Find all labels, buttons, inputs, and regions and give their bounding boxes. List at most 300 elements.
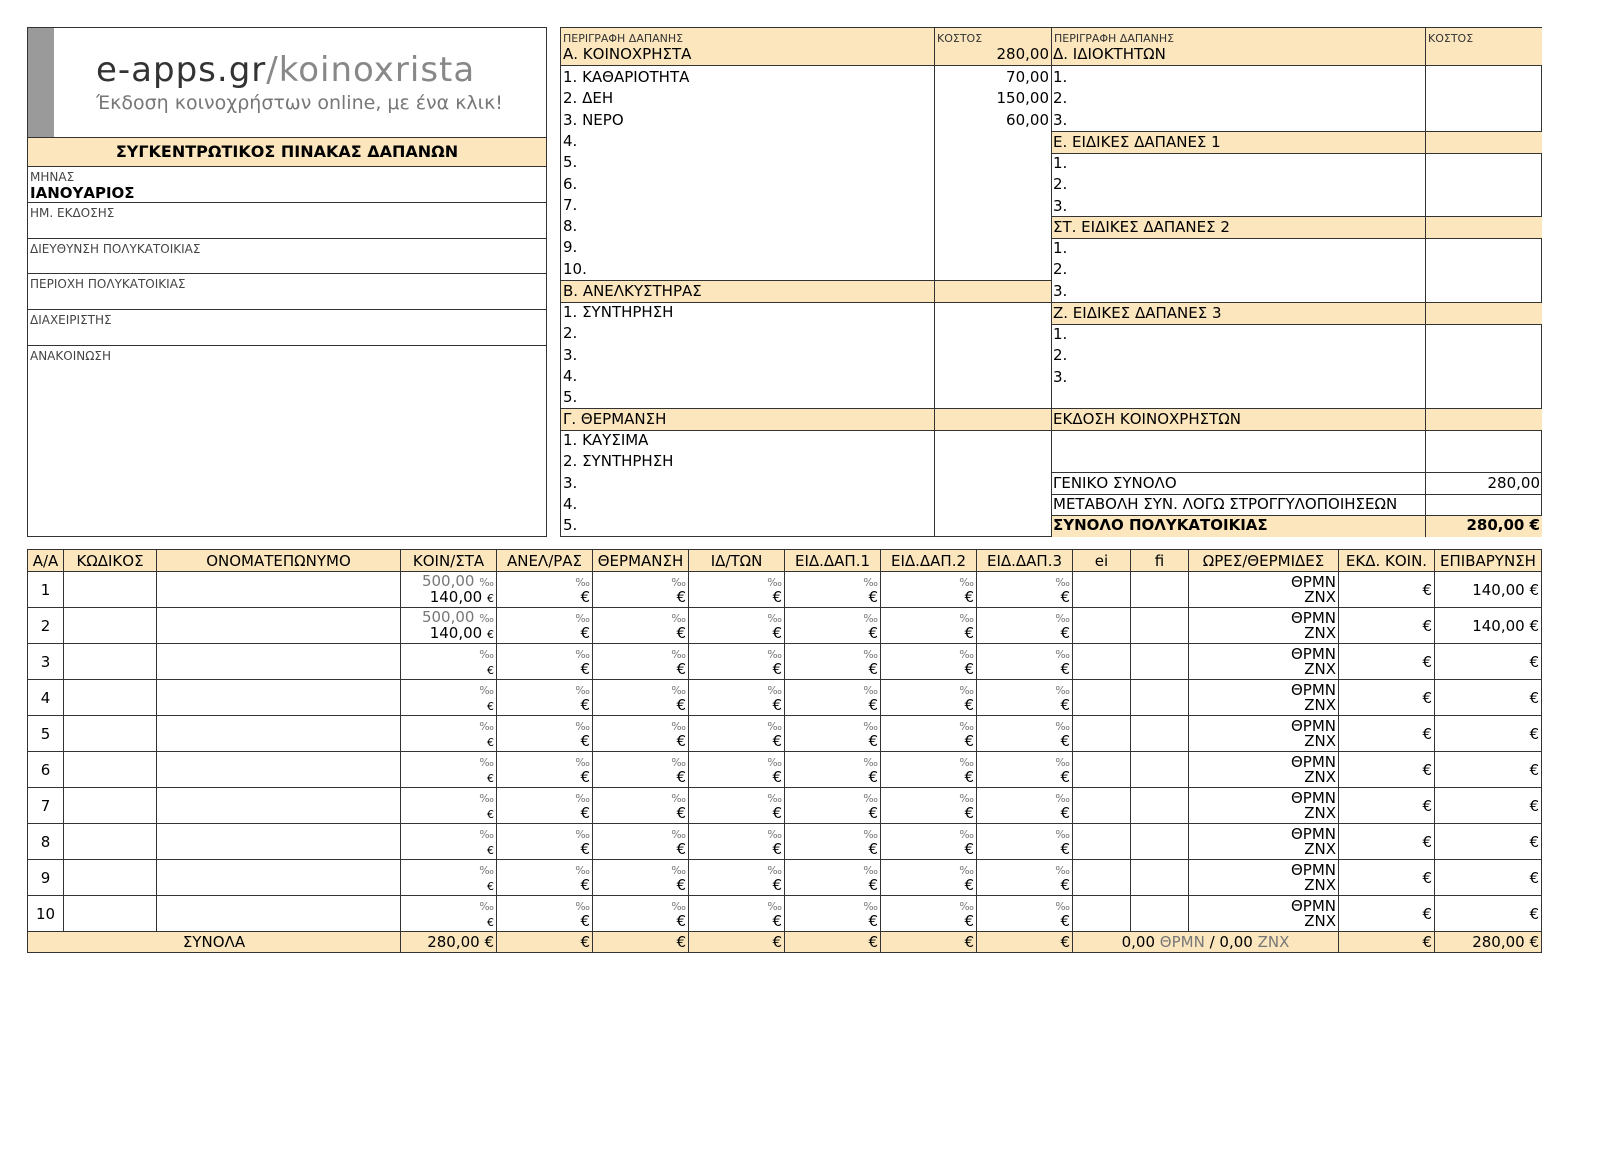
permille-symbol: ‰ [479,611,494,625]
special2-share-cell[interactable] [881,860,977,896]
special1-share-cell[interactable] [785,716,881,752]
ei-cell[interactable] [1073,572,1131,608]
common-eur-value: 140,00 [429,587,483,606]
common-eur-line [403,662,494,678]
special1-share-cell[interactable] [785,896,881,932]
owners-share-cell[interactable] [689,752,785,788]
name-cell[interactable] [157,896,401,932]
code-cell[interactable] [64,680,157,716]
euro-symbol: € [772,911,782,930]
special3-share-cell[interactable] [977,572,1073,608]
elevator-share-cell[interactable] [497,824,593,860]
permille-symbol: ‰ [959,899,974,913]
building-total-value: 280,00 € [1466,516,1540,534]
heating-share-cell[interactable] [593,752,689,788]
code-cell[interactable] [64,860,157,896]
euro-symbol: € [487,735,494,749]
charge-cell: € [1435,896,1542,932]
euro-symbol: € [964,623,974,642]
common-share-cell[interactable] [401,572,497,608]
column-header: ΕΚΔ. ΚΟΙΝ. [1339,550,1435,572]
name-cell[interactable] [157,572,401,608]
hours-cell[interactable] [1189,788,1339,824]
special1-share-cell[interactable] [785,644,881,680]
hours-top-label: ΘΡΜΝ [1290,608,1336,627]
common-share-cell[interactable] [401,788,497,824]
hours-cell[interactable] [1189,896,1339,932]
euro-symbol: € [868,623,878,642]
divider-right-cost [1425,28,1426,537]
table-body [28,572,1542,953]
common-share-cell[interactable] [401,860,497,896]
permille-symbol: ‰ [575,863,590,877]
issue-cell[interactable] [1339,608,1435,644]
permille-symbol: ‰ [575,683,590,697]
section-b-title: Β. ΑΝΕΛΚΥΣΤΗΡΑΣ [563,282,702,300]
common-share-cell[interactable] [401,644,497,680]
heating-share-cell[interactable] [593,572,689,608]
hours-top-label: ΘΡΜΝ [1290,896,1336,915]
rule-header [561,65,1542,66]
hours-bottom-label: ΖΝΧ [1304,587,1336,606]
name-cell[interactable] [157,644,401,680]
expense-item: 3. [563,345,578,364]
special2-share-cell[interactable] [881,716,977,752]
owners-share-cell[interactable] [689,788,785,824]
common-share-cell[interactable] [401,680,497,716]
special2-share-cell[interactable] [881,608,977,644]
permille-symbol: ‰ [959,863,974,877]
special1-share-cell[interactable] [785,860,881,896]
hours-cell[interactable] [1189,860,1339,896]
column-header: ΚΩΔΙΚΟΣ [64,550,157,572]
owners-share-cell[interactable] [689,716,785,752]
hours-cell[interactable] [1189,752,1339,788]
issue-cell[interactable] [1339,644,1435,680]
column-header: fi [1131,550,1189,572]
permille-symbol: ‰ [479,647,494,661]
euro-symbol: € [487,591,494,605]
common-pct-line [403,826,494,842]
euro-symbol: € [772,803,782,822]
issue-date-row[interactable] [28,203,546,239]
euro-symbol: € [676,803,686,822]
euro-symbol: € [964,659,974,678]
special3-share-cell[interactable] [977,896,1073,932]
special2-share-cell[interactable] [881,824,977,860]
elevator-share-cell[interactable] [497,752,593,788]
owners-share-cell[interactable] [689,644,785,680]
expense-item: 2. [1053,346,1068,365]
code-cell[interactable] [64,788,157,824]
euro-symbol: € [676,767,686,786]
expense-item: 2. [1053,260,1068,279]
fi-cell[interactable] [1131,752,1189,788]
manager-label: ΔΙΑΧΕΙΡΙΣΤΗΣ [30,313,112,327]
common-share-cell[interactable] [401,896,497,932]
elevator-share-cell[interactable] [497,680,593,716]
name-cell[interactable] [157,824,401,860]
heating-share-cell[interactable] [593,680,689,716]
elevator-share-cell[interactable] [497,644,593,680]
issue-cell[interactable] [1339,788,1435,824]
permille-symbol: ‰ [863,863,878,877]
expense-item: 3. ΝΕΡΟ [563,110,624,129]
code-cell[interactable] [64,752,157,788]
elevator-share-cell[interactable] [497,608,593,644]
hours-total-b: 0,00 [1219,933,1253,951]
fi-cell[interactable] [1131,716,1189,752]
expense-item: 3. [1053,281,1068,300]
ei-cell[interactable] [1073,896,1131,932]
euro-symbol: € [1060,875,1070,894]
ei-cell[interactable] [1073,608,1131,644]
expense-item: 1. [1053,68,1068,86]
hours-bottom-label: ΖΝΧ [1304,767,1336,786]
expense-item: 1. [1053,239,1068,257]
common-eur-line [403,698,494,714]
owners-share-cell[interactable] [689,572,785,608]
hours-cell[interactable] [1189,824,1339,860]
fi-cell[interactable] [1131,824,1189,860]
special3-share-cell[interactable] [977,680,1073,716]
hours-total-a: 0,00 [1121,933,1155,951]
charge-cell: € [1435,680,1542,716]
expense-item: 5. [563,516,578,535]
charge-cell: € [1435,824,1542,860]
hours-cell[interactable] [1189,572,1339,608]
heating-share-cell[interactable] [593,788,689,824]
euro-symbol: € [1422,868,1432,887]
special2-share-cell[interactable] [881,896,977,932]
common-pct-line [403,790,494,806]
issue-cell[interactable] [1339,860,1435,896]
fi-cell[interactable] [1131,896,1189,932]
ei-cell[interactable] [1073,644,1131,680]
row-number: 10 [28,896,64,932]
logo-main-text: e-apps.gr [96,50,267,90]
expense-item: 8. [563,217,578,236]
fi-cell[interactable] [1131,788,1189,824]
owners-share-cell[interactable] [689,824,785,860]
special3-share-cell[interactable] [977,716,1073,752]
fi-cell[interactable] [1131,608,1189,644]
totals-label: ΣΥΝΟΛΑ [28,932,401,953]
hours-cell[interactable] [1189,716,1339,752]
expense-item: 1. [1053,154,1068,172]
euro-symbol: € [676,911,686,930]
hours-top-label: ΘΡΜΝ [1290,752,1336,771]
issue-cell[interactable] [1339,680,1435,716]
common-pct-value: 500,00 [421,607,475,626]
column-header: ei [1073,550,1131,572]
total-koin: 280,00 € [401,932,497,953]
permille-symbol: ‰ [863,827,878,841]
name-cell[interactable] [157,788,401,824]
special2-share-cell[interactable] [881,752,977,788]
euro-symbol: € [868,875,878,894]
apartment-table [27,549,1542,953]
heating-share-cell[interactable] [593,716,689,752]
owners-share-cell[interactable] [689,896,785,932]
row-number: 4 [28,680,64,716]
expense-item: 5. [563,388,578,407]
code-cell[interactable] [64,644,157,680]
permille-symbol: ‰ [479,575,494,589]
special1-share-cell[interactable] [785,824,881,860]
expense-item: 3. [563,473,578,492]
column-header: Α/Α [28,550,64,572]
special3-share-cell[interactable] [977,752,1073,788]
common-pct-line [403,718,494,734]
charge-cell: € [1435,860,1542,896]
euro-symbol: € [1422,688,1432,707]
expense-item: 4. [563,494,578,513]
issue-title: ΕΚΔΟΣΗ ΚΟΙΝΟΧΡΗΣΤΩΝ [1053,410,1241,428]
table-row [28,716,1542,752]
row-number: 3 [28,644,64,680]
code-cell[interactable] [64,716,157,752]
rule-e-bottom [1051,153,1542,154]
code-cell[interactable] [64,824,157,860]
permille-symbol: ‰ [479,791,494,805]
elevator-share-cell[interactable] [497,860,593,896]
euro-symbol: € [580,767,590,786]
euro-symbol: € [772,839,782,858]
code-cell[interactable] [64,572,157,608]
euro-symbol: € [1422,832,1432,851]
charge-cell: € [1435,788,1542,824]
row-number: 8 [28,824,64,860]
permille-symbol: ‰ [863,899,878,913]
hours-bottom-label: ΖΝΧ [1304,839,1336,858]
name-cell[interactable] [157,860,401,896]
rule-st-bottom [1051,238,1542,239]
code-cell[interactable] [64,608,157,644]
common-share-cell[interactable] [401,608,497,644]
table-row [28,860,1542,896]
special1-share-cell[interactable] [785,752,881,788]
euro-symbol: € [964,767,974,786]
ei-cell[interactable] [1073,788,1131,824]
table-row [28,788,1542,824]
special1-share-cell[interactable] [785,788,881,824]
address-row[interactable] [28,239,546,274]
euro-symbol: € [772,731,782,750]
common-eur-line [403,770,494,786]
permille-symbol: ‰ [959,827,974,841]
name-cell[interactable] [157,680,401,716]
heating-share-cell[interactable] [593,824,689,860]
charge-cell: 140,00 € [1435,608,1542,644]
euro-symbol: € [1060,767,1070,786]
expense-item: 9. [563,238,578,257]
hours-cell[interactable] [1189,680,1339,716]
ei-cell[interactable] [1073,860,1131,896]
column-header: ΘΕΡΜΑΝΣΗ [593,550,689,572]
hours-cell[interactable] [1189,608,1339,644]
fi-cell[interactable] [1131,572,1189,608]
euro-symbol: € [1060,839,1070,858]
expense-item: 6. [563,174,578,193]
euro-symbol: € [772,875,782,894]
expense-item: 3. [1053,110,1068,129]
code-cell[interactable] [64,896,157,932]
euro-symbol: € [1422,760,1432,779]
logo-main-suffix: /koinoxrista [266,50,476,90]
elevator-share-cell[interactable] [497,896,593,932]
cost-header-left: ΚΟΣΤΟΣ [937,32,983,45]
common-share-cell[interactable] [401,752,497,788]
common-share-cell[interactable] [401,824,497,860]
special1-share-cell[interactable] [785,608,881,644]
permille-symbol: ‰ [959,575,974,589]
issue-cell[interactable] [1339,572,1435,608]
permille-symbol: ‰ [671,755,686,769]
special1-share-cell[interactable] [785,572,881,608]
euro-symbol: € [580,623,590,642]
elevator-share-cell[interactable] [497,788,593,824]
euro-symbol: € [964,911,974,930]
special2-share-cell[interactable] [881,572,977,608]
owners-share-cell[interactable] [689,680,785,716]
permille-symbol: ‰ [479,827,494,841]
ei-cell[interactable] [1073,752,1131,788]
owners-share-cell[interactable] [689,608,785,644]
charge-cell: 140,00 € [1435,572,1542,608]
euro-symbol: € [772,767,782,786]
expense-item: 4. [563,366,578,385]
ei-cell[interactable] [1073,824,1131,860]
name-cell[interactable] [157,608,401,644]
fi-cell[interactable] [1131,644,1189,680]
month-row[interactable] [28,167,546,203]
euro-symbol: € [580,911,590,930]
heating-share-cell[interactable] [593,896,689,932]
special1-share-cell[interactable] [785,680,881,716]
common-eur-line [403,842,494,858]
permille-symbol: ‰ [959,683,974,697]
expense-item: 1. ΚΑΘΑΡΙΟΤΗΤΑ [563,68,690,86]
hours-top-label: ΘΡΜΝ [1290,680,1336,699]
common-pct-line [403,646,494,662]
special3-share-cell[interactable] [977,824,1073,860]
hours-top-label: ΘΡΜΝ [1290,860,1336,879]
permille-symbol: ‰ [479,683,494,697]
special2-share-cell[interactable] [881,680,977,716]
common-eur-line [403,878,494,894]
permille-symbol: ‰ [767,611,782,625]
special3-share-cell[interactable] [977,788,1073,824]
row-number: 7 [28,788,64,824]
issue-cell[interactable] [1339,824,1435,860]
euro-symbol: € [1060,911,1070,930]
column-header: ΕΙΔ.ΔΑΠ.2 [881,550,977,572]
euro-symbol: € [964,587,974,606]
fi-cell[interactable] [1131,860,1189,896]
special3-share-cell[interactable] [977,860,1073,896]
issue-cell[interactable] [1339,752,1435,788]
permille-symbol: ‰ [1055,791,1070,805]
expense-item: 1. ΣΥΝΤΗΡΗΣΗ [563,303,674,321]
logo-bar [28,28,54,137]
heating-share-cell[interactable] [593,860,689,896]
logo-area [28,28,546,138]
euro-symbol: € [1060,695,1070,714]
special2-share-cell[interactable] [881,788,977,824]
rule-issue-bottom [1051,430,1542,431]
totals-hours [1073,932,1339,953]
column-header: ΟΝΟΜΑΤΕΠΩΝΥΜΟ [157,550,401,572]
fi-cell[interactable] [1131,680,1189,716]
building-total-label: ΣΥΝΟΛΟ ΠΟΛΥΚΑΤΟΙΚΙΑΣ [1053,516,1268,534]
euro-symbol: € [580,587,590,606]
permille-symbol: ‰ [959,755,974,769]
name-cell[interactable] [157,716,401,752]
special3-share-cell[interactable] [977,608,1073,644]
special3-share-cell[interactable] [977,644,1073,680]
issue-cell[interactable] [1339,896,1435,932]
hours-total-b-unit: ΖΝΧ [1257,933,1290,951]
elevator-share-cell[interactable] [497,572,593,608]
hours-bottom-label: ΖΝΧ [1304,695,1336,714]
manager-row[interactable] [28,310,546,346]
expense-item: 3. [1053,367,1068,386]
expense-item: 2. [563,324,578,343]
expense-cost: 60,00 [1006,110,1049,129]
euro-symbol: € [868,803,878,822]
owners-share-cell[interactable] [689,860,785,896]
hours-cell[interactable] [1189,644,1339,680]
table-row [28,608,1542,644]
issue-cell[interactable] [1339,716,1435,752]
ei-cell[interactable] [1073,680,1131,716]
heating-share-cell[interactable] [593,608,689,644]
common-eur-line [403,914,494,930]
common-pct-value: 500,00 [421,571,475,590]
permille-symbol: ‰ [767,791,782,805]
permille-symbol: ‰ [575,899,590,913]
permille-symbol: ‰ [767,755,782,769]
permille-symbol: ‰ [1055,827,1070,841]
euro-symbol: € [1422,796,1432,815]
permille-symbol: ‰ [863,791,878,805]
expense-item: 5. [563,153,578,172]
cost-header-right: ΚΟΣΤΟΣ [1428,32,1474,45]
heating-share-cell[interactable] [593,644,689,680]
ei-cell[interactable] [1073,716,1131,752]
summary-title: ΣΥΓΚΕΝΤΡΩΤΙΚΟΣ ΠΙΝΑΚΑΣ ΔΑΠΑΝΩΝ [28,138,546,167]
hours-total-a-unit: ΘΡΜΝ [1159,933,1205,951]
special2-share-cell[interactable] [881,644,977,680]
area-label: ΠΕΡΙΟΧΗ ΠΟΛΥΚΑΤΟΙΚΙΑΣ [30,277,186,291]
grand-total-label: ΓΕΝΙΚΟ ΣΥΝΟΛΟ [1053,474,1177,492]
divider-left-cost [934,28,935,537]
euro-symbol: € [1422,580,1432,599]
elevator-share-cell[interactable] [497,716,593,752]
area-row[interactable] [28,274,546,310]
euro-symbol: € [1422,904,1432,923]
total-anel: € [497,932,593,953]
euro-symbol: € [487,807,494,821]
euro-symbol: € [964,731,974,750]
column-header: ΕΙΔ.ΔΑΠ.3 [977,550,1073,572]
permille-symbol: ‰ [863,575,878,589]
common-share-cell[interactable] [401,716,497,752]
logo-tagline: Έκδοση κοινοχρήστων online, με ένα κλικ! [96,92,503,114]
name-cell[interactable] [157,752,401,788]
permille-symbol: ‰ [1055,755,1070,769]
